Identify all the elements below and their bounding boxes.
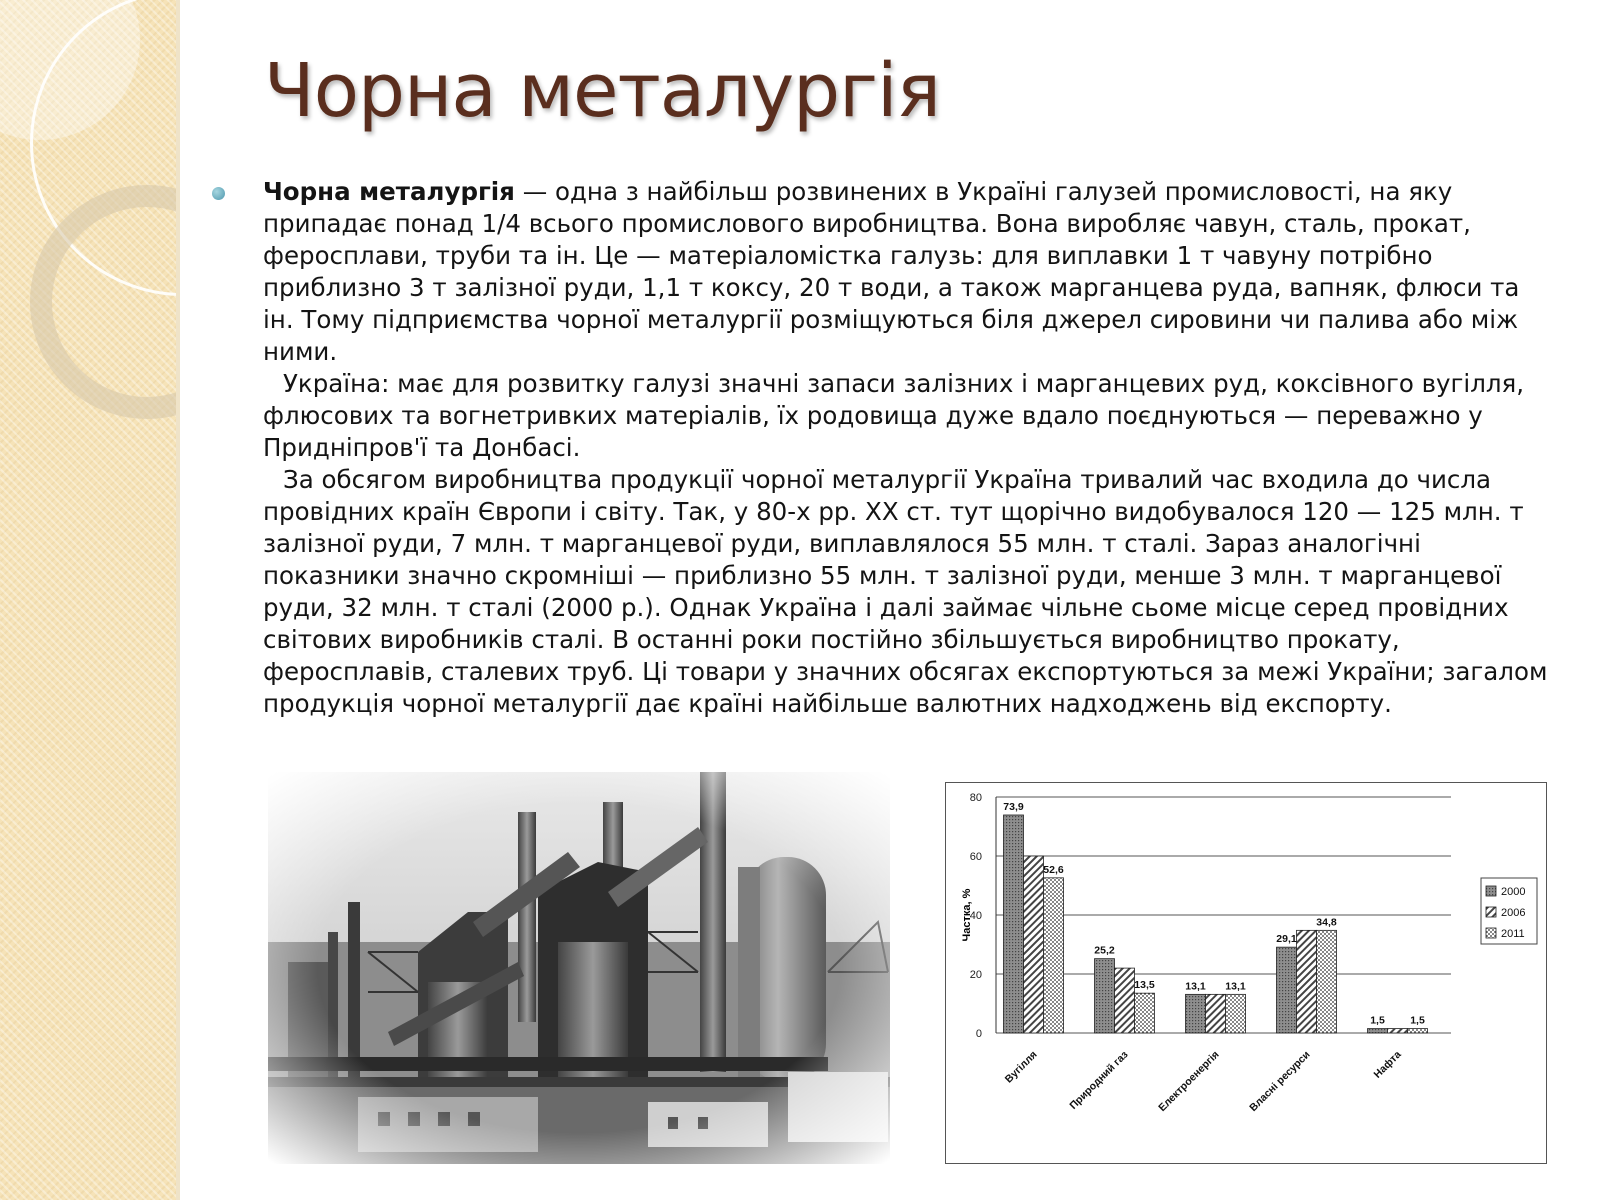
bar: [1206, 994, 1226, 1033]
slide-title: Чорна металургія: [264, 48, 941, 134]
bar: [1024, 856, 1044, 1033]
paragraph-3: За обсягом виробництва продукції чорної металургії Україна тривалий час входила до числа провідних країн Європи і світу. Так, у 80-х рр. XX ст. тут щорічно видобувалося 120 — 125 млн. т залізної руди, 7 млн. т марганцевої руди, виплавлялося 55 млн. т сталі. Зараз аналогічні показники значно скромніші — приблизно 55 млн. т залізної руди, менше 3 млн. т марганцевої руди, 32 млн. т сталі (2000 р.). Однак Україна і далі займає чільне сьоме місце серед провідних світових виробників сталі. В останні роки постійно збільшується виробництво прокату, феросплавів, сталевих труб. Ці товари у значних обсягах експортуються за межі України; загалом продукція чорної металургії дає країні найбільше валютних надходжень від експорту.: [263, 465, 1548, 718]
y-tick-label: 20: [969, 969, 982, 981]
bar: [1317, 930, 1337, 1033]
bars: [1004, 815, 1428, 1033]
data-label: 29,1: [1276, 933, 1297, 946]
bar: [1277, 947, 1297, 1033]
y-tick-label: 0: [975, 1028, 982, 1040]
legend-swatch: [1486, 907, 1496, 917]
x-tick-label: Вугілля: [1002, 1048, 1040, 1086]
data-label: 13,5: [1134, 979, 1155, 992]
x-tick-label: Природний газ: [1067, 1048, 1131, 1112]
bar: [1115, 968, 1135, 1033]
data-labels: [1003, 801, 1425, 1027]
data-label: 25,2: [1094, 944, 1115, 957]
bar: [1186, 994, 1206, 1033]
data-label: 13,1: [1185, 980, 1206, 993]
bar-chart-svg: [946, 783, 1546, 1163]
x-tick-label: Електроенергія: [1156, 1048, 1222, 1115]
slide-body: [263, 176, 1553, 720]
x-tick-label: Власні ресурси: [1247, 1048, 1313, 1115]
bullet-icon: [212, 187, 225, 200]
paragraph-2: Україна: має для розвитку галузі значні запаси залізних і марганцевих руд, коксівного вугілля, флюсових та вогнетривких матеріалів, їх родовища дуже вдало поєднуються — переважно у Придніпров'ї та Донбасі.: [263, 369, 1525, 462]
legend-label: 2011: [1501, 928, 1525, 940]
bar: [1044, 878, 1064, 1033]
steel-plant-photo: [268, 772, 890, 1164]
bar: [1388, 1029, 1408, 1033]
bar: [1135, 993, 1155, 1033]
bar: [1095, 959, 1115, 1033]
bar: [1004, 815, 1024, 1033]
data-label: 52,6: [1043, 863, 1064, 876]
y-tick-label: 40: [969, 910, 982, 922]
band-divider: [176, 0, 180, 1200]
legend-swatch: [1486, 886, 1496, 896]
data-label: 1,5: [1410, 1014, 1425, 1027]
bar: [1368, 1029, 1388, 1033]
y-tick-label: 80: [969, 792, 982, 804]
legend-label: 2006: [1501, 907, 1526, 919]
data-label: 73,9: [1003, 800, 1024, 813]
legend-label: 2000: [1501, 886, 1526, 898]
y-axis-label: Частка, %: [961, 888, 973, 942]
term-bold: Чорна металургія: [263, 177, 515, 206]
bar: [1226, 994, 1246, 1033]
paragraph-1-text: — одна з найбільш розвинених в Україні галузей промисловості, на яку припадає понад 1/4 всього промислового виробництва. Вона виробляє чавун, сталь, прокат, феросплави, труби та ін. Це — матеріаломістка галузь: для виплавки 1 т чавуну потрібно приблизно 3 т залізної руди, 1,1 т коксу, 20 т води, а також марганцева руда, вапняк, флюси та ін. Тому підприємства чорної металургії розміщуються біля джерел сировини чи палива або між ними.: [263, 177, 1520, 366]
y-tick-label: 60: [969, 851, 982, 863]
bar: [1408, 1029, 1428, 1033]
bar: [1297, 930, 1317, 1033]
x-tick-label: Нафта: [1371, 1048, 1404, 1081]
data-label: 13,1: [1225, 980, 1246, 993]
decorative-side-band: [0, 0, 178, 1200]
energy-chart: [945, 782, 1547, 1164]
x-tick-labels: [1003, 1049, 1404, 1114]
legend-swatch: [1486, 928, 1496, 938]
paragraph-1: [263, 176, 1553, 368]
data-label: 1,5: [1370, 1014, 1385, 1027]
chart-legend: [1481, 878, 1537, 944]
data-label: 34,8: [1316, 916, 1337, 929]
